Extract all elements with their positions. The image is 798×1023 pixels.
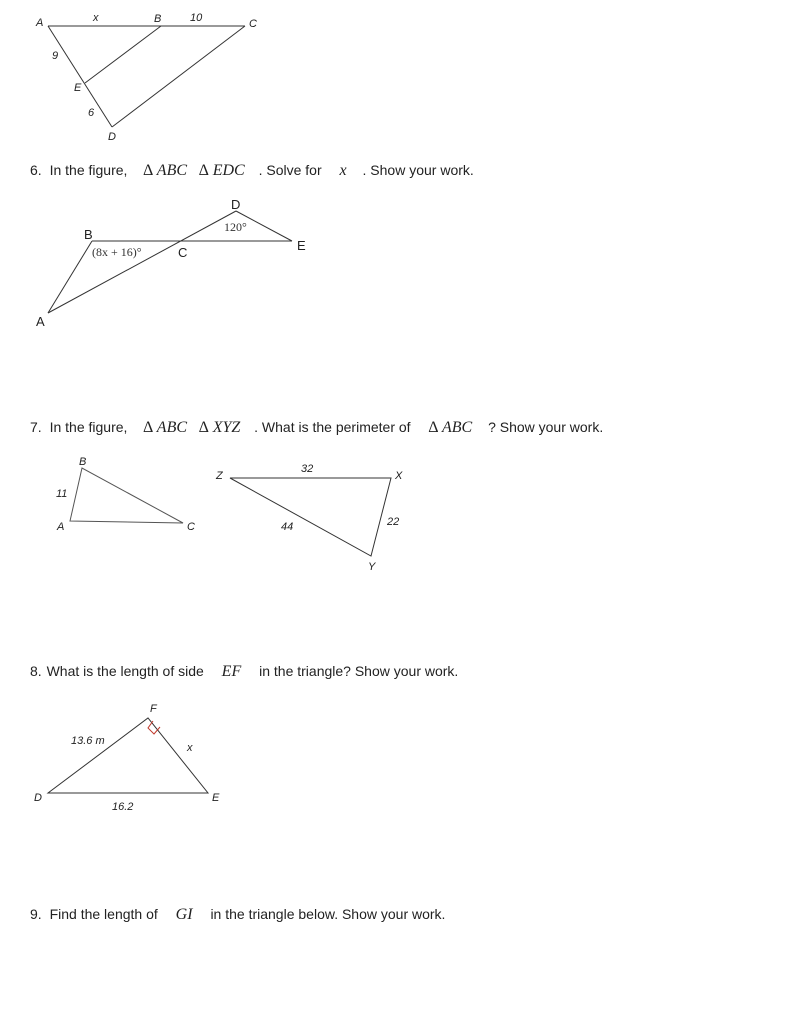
question-text: Find the length of [49,906,158,922]
question-6 [30,162,474,180]
label-xy-length: 22 [387,516,400,528]
right-angle-marker [148,721,160,734]
question-text: . Show your work. [362,162,474,178]
segment-gi-symbol: GI [175,906,193,923]
question-text: in the triangle below. Show your work. [210,906,446,922]
question-text: . Solve for [258,162,322,178]
label-e: E [74,82,82,94]
label-d: D [34,792,42,804]
label-bc-length: 10 [190,12,203,24]
question-text: In the figure, [49,162,128,178]
label-zx-length: 32 [301,463,314,475]
label-e: E [297,238,306,253]
question-text: What is the length of side [46,663,204,679]
label-c: C [249,18,257,30]
label-a: A [36,17,44,29]
label-ab-length: 11 [56,488,68,500]
segment-ad [48,26,112,127]
figure-8-right-triangle [34,703,220,813]
label-a: A [57,521,65,533]
triangle-abc [56,456,195,533]
label-z: Z [216,470,223,482]
question-number: 6. [30,162,42,178]
question-text: ? Show your work. [488,419,604,435]
question-text: in the triangle? Show your work. [259,663,459,679]
segment-eb [85,26,161,83]
segment-ef-symbol: EF [221,663,242,680]
triangle-xyz-symbol: ∆ XYZ [198,419,241,436]
question-text: . What is the perimeter of [254,419,411,435]
label-de-length: 16.2 [112,801,134,813]
label-c: C [187,521,195,533]
label-b: B [154,13,162,25]
segment-ad [48,211,236,313]
question-8 [30,663,458,681]
label-fe-length: x [187,742,193,754]
question-7 [30,419,603,437]
label-d: D [108,131,116,143]
angle-b-label: (8x + 16)° [92,245,142,259]
label-x: x [93,12,99,24]
question-number: 8. [30,663,42,679]
segment-ab [48,241,92,313]
label-c: C [178,245,188,260]
label-a: A [36,314,45,329]
label-b: B [84,227,93,242]
figure-6-triangles [36,197,306,329]
label-b: B [79,456,87,468]
label-df-length: 13.6 m [71,735,105,747]
question-number: 7. [30,419,42,435]
label-d: D [231,197,241,212]
label-y: Y [368,561,376,573]
label-e: E [212,792,220,804]
variable-x: x [339,162,347,179]
label-zy-length: 44 [281,521,294,533]
segment-dc [112,26,245,127]
figure-5-triangle [35,12,257,143]
triangle-abc-symbol: ∆ ABC [428,419,473,436]
label-ae-length: 9 [52,50,59,62]
label-x: X [395,470,403,482]
question-9 [30,906,445,924]
triangle-xyz-shape [230,478,391,556]
question-text: In the figure, [49,419,128,435]
triangle-xyz [215,463,403,573]
triangle-edc-symbol: ∆ EDC [198,162,245,179]
triangle-abc-symbol: ∆ ABC [143,419,188,436]
triangle-def-shape [48,718,208,793]
label-f: F [150,703,157,715]
figure-7-triangles [56,456,403,573]
label-ed-length: 6 [88,107,95,119]
triangle-abc-symbol: ∆ ABC [143,162,188,179]
question-number: 9. [30,906,42,922]
triangle-abc-shape [70,468,183,523]
angle-d-label: 120° [224,220,247,234]
